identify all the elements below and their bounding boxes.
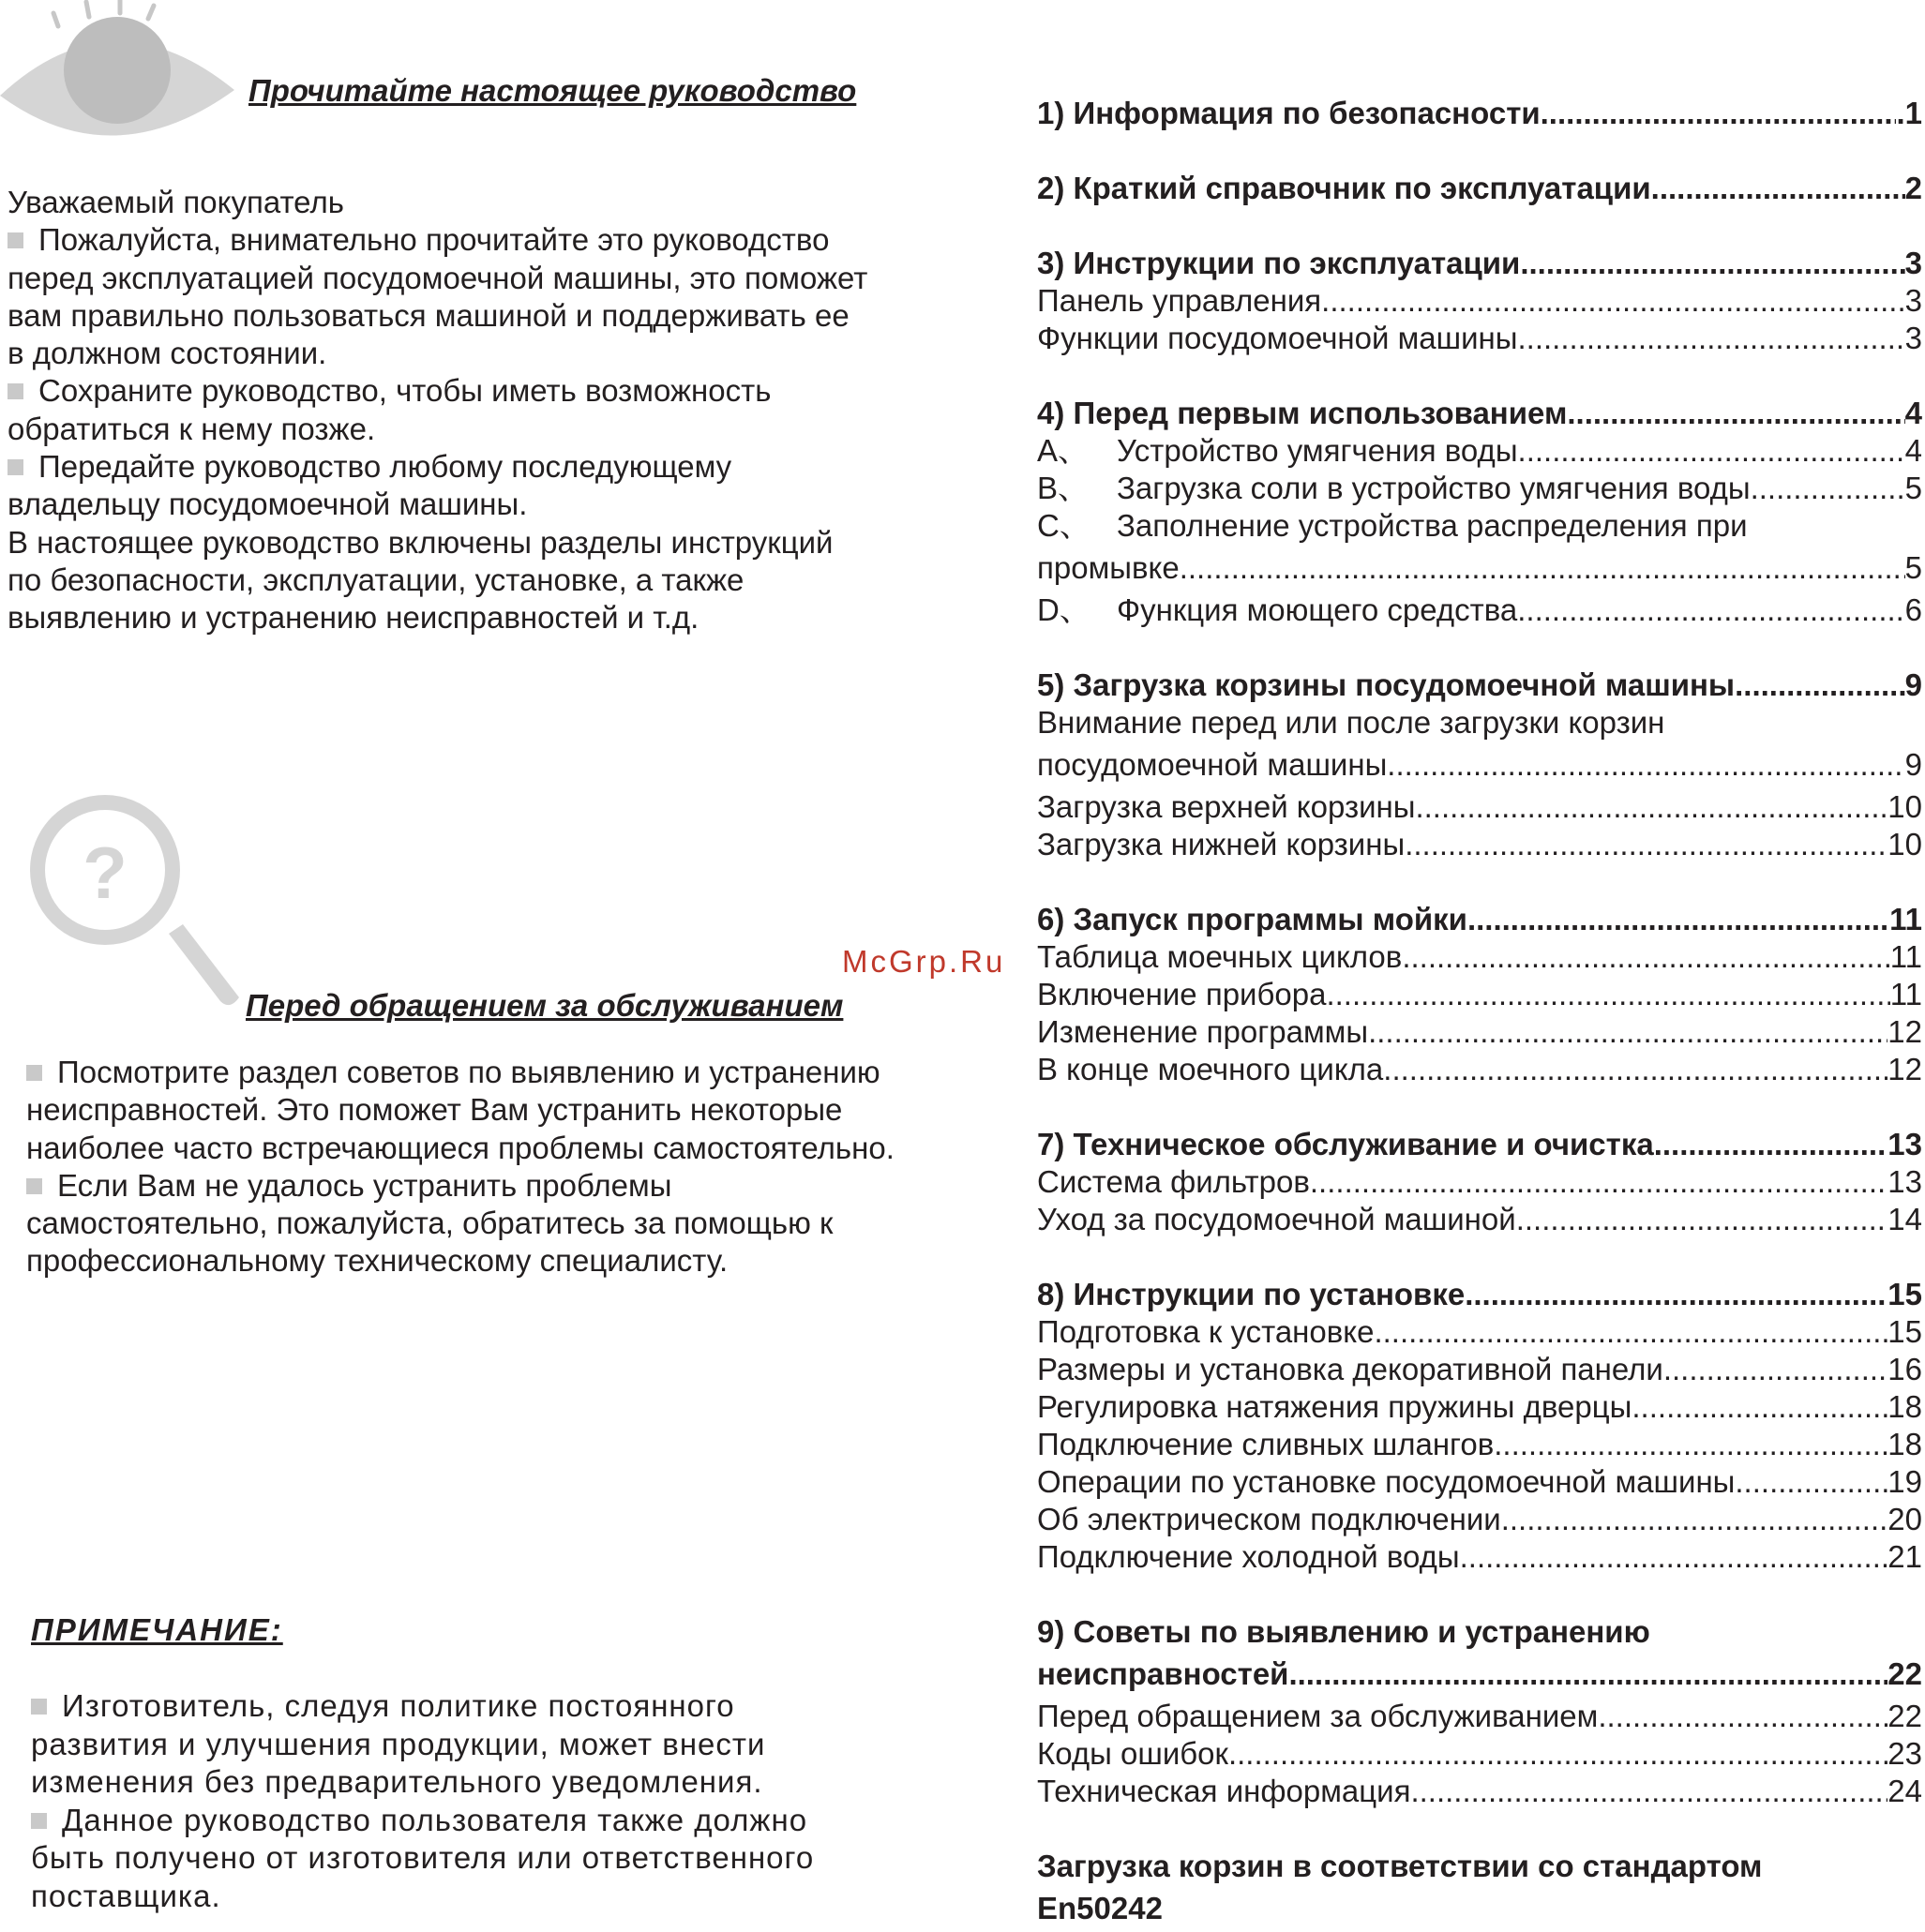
service-heading: Перед обращением за обслуживанием — [246, 988, 844, 1023]
toc-section-2: 2) Краткий справочник по эксплуатации ..... 2 — [1037, 170, 1922, 207]
toc-section-5: 5) Загрузка корзины посудомоечной машины ..... 9 — [1037, 666, 1922, 704]
note-bullet-2: Данное руководство пользователя также должно быть получено от изготовителя или ответственного поставщика. — [31, 1802, 815, 1913]
service-bullet-2: Если Вам не удалось устранить проблемы самостоятельно, пожалуйста, обратитесь за помощью к профессиональному техническому специалисту. — [26, 1167, 834, 1279]
toc-item: A、 Устройство умягчения воды ..... 4 — [1037, 432, 1922, 470]
toc-section-1: 1) Информация по безопасности ..... .1 — [1037, 95, 1922, 132]
service-section — [26, 1054, 1020, 1281]
toc-item: Перед обращением за обслуживанием ..... 22 — [1037, 1698, 1922, 1735]
toc-item: Операции по установке посудомоечной машины ..... 19 — [1037, 1463, 1922, 1501]
toc-item-continued: промывке ..... 5 — [1037, 545, 1922, 592]
question-mark: ? — [83, 831, 128, 914]
toc-item: Коды ошибок ..... 23 — [1037, 1735, 1922, 1773]
toc-item: Размеры и установка декоративной панели ..... 16 — [1037, 1351, 1922, 1388]
toc-item-continued: посудомоечной машины ..... 9 — [1037, 741, 1922, 788]
toc-section-4: 4) Перед первым использованием ..... 4 — [1037, 395, 1922, 432]
table-of-contents — [1037, 95, 1922, 1932]
toc-item: Подготовка к установке ..... 15 — [1037, 1313, 1922, 1351]
service-bullet-1: Посмотрите раздел советов по выявлению и устранению неисправностей. Это поможет Вам устранить некоторые наиболее часто встречающиеся проблемы самостоятельно. — [26, 1055, 895, 1165]
toc-item: Об электрическом подключении ..... 20 — [1037, 1501, 1922, 1538]
intro-section — [8, 184, 1001, 637]
toc-item: Система фильтров ..... 13 — [1037, 1163, 1922, 1201]
bullet-square — [31, 1813, 47, 1829]
intro-tail: В настоящее руководство включены разделы инструкций по безопасности, эксплуатации, установке, а также выявлению и устранению неисправностей и т.д. — [8, 524, 834, 636]
bullet-square — [26, 1178, 42, 1194]
toc-item: Подключение сливных шлангов ..... 18 — [1037, 1426, 1922, 1463]
bullet-square — [8, 383, 23, 399]
toc-item: Регулировка натяжения пружины дверцы ..... 18 — [1037, 1388, 1922, 1426]
note-section — [31, 1687, 1025, 1915]
note-bullet-1: Изготовитель, следуя политике постоянного развития и улучшения продукции, может внести изменения без предварительного уведомления. — [31, 1688, 766, 1799]
greeting: Уважаемый покупатель — [8, 185, 344, 219]
toc-item: Загрузка нижней корзины ..... 10 — [1037, 826, 1922, 863]
toc-section-10: Загрузка корзин в соответствии со стандартом — [1037, 1849, 1763, 1883]
toc-section-9-continued: неисправностей ..... 22 — [1037, 1651, 1922, 1698]
toc-section-6: 6) Запуск программы мойки ..... 11 — [1037, 901, 1922, 938]
toc-item: B、 Загрузка соли в устройство умягчения воды ..... 5 — [1037, 470, 1922, 507]
toc-item: Подключение холодной воды ..... 21 — [1037, 1538, 1922, 1576]
toc-section-9: 9) Советы по выявлению и устранению — [1037, 1614, 1650, 1649]
read-manual-heading: Прочитайте настоящее руководство — [248, 73, 857, 108]
toc-item: D、 Функция моющего средства ..... 6 — [1037, 592, 1922, 629]
toc-section-7: 7) Техническое обслуживание и очистка ..... 13 — [1037, 1126, 1922, 1163]
toc-item: C、 Заполнение устройства распределения при — [1037, 508, 1748, 543]
note-heading: ПРИМЕЧАНИЕ: — [31, 1612, 283, 1647]
intro-bullet-3: Передайте руководство любому последующему владельцу посудомоечной машины. — [8, 449, 732, 522]
bullet-square — [8, 232, 23, 248]
toc-section-3: 3) Инструкции по эксплуатации ..... 3 — [1037, 245, 1922, 282]
bullet-square — [31, 1699, 47, 1715]
magnifier-icon — [28, 793, 253, 1018]
toc-item: Уход за посудомоечной машиной ..... 14 — [1037, 1201, 1922, 1238]
toc-item: Изменение программы ..... 12 — [1037, 1013, 1922, 1051]
eye-icon — [0, 0, 244, 141]
toc-section-10-continued: En50242 — [1037, 1891, 1163, 1925]
bullet-square — [8, 459, 23, 475]
watermark: McGrp.Ru — [842, 944, 1006, 979]
bullet-square — [26, 1065, 42, 1081]
toc-item: Внимание перед или после загрузки корзин — [1037, 705, 1665, 740]
toc-item: Панель управления ..... 3 — [1037, 282, 1922, 320]
toc-item: Функции посудомоечной машины ..... 3 — [1037, 320, 1922, 357]
intro-bullet-1: Пожалуйста, внимательно прочитайте это руководство перед эксплуатацией посудомоечной машины, это поможет вам правильно пользоваться машиной и поддерживать ее в должном состоянии. — [8, 222, 868, 371]
intro-bullet-2: Сохраните руководство, чтобы иметь возможность обратиться к нему позже. — [8, 373, 772, 446]
toc-item: Включение прибора ..... 11 — [1037, 976, 1922, 1013]
toc-item: Техническая информация ..... 24 — [1037, 1773, 1922, 1810]
toc-section-8: 8) Инструкции по установке ..... 15 — [1037, 1276, 1922, 1313]
toc-item: Таблица моечных циклов ..... 11 — [1037, 938, 1922, 976]
toc-item: В конце моечного цикла ..... 12 — [1037, 1051, 1922, 1088]
toc-item: Загрузка верхней корзины ..... 10 — [1037, 788, 1922, 826]
